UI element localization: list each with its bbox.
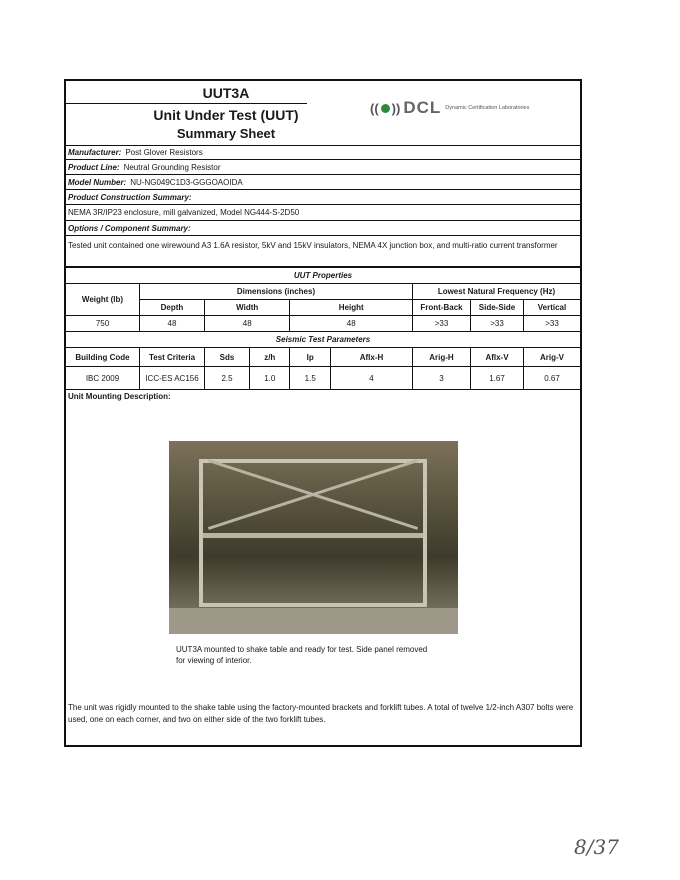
sheet-header — [66, 81, 580, 146]
aflx-h-header: Aflx-H — [330, 348, 412, 367]
logo-subtext: Dynamic Certification Laboratories — [445, 105, 530, 111]
manufacturer-label: Manufacturer: — [68, 148, 122, 157]
construction-label: Product Construction Summary: — [68, 192, 192, 202]
height-header: Height — [290, 300, 413, 316]
vertical-header: Vertical — [524, 300, 581, 316]
ip-header: Ip — [290, 348, 330, 367]
photo-caption: UUT3A mounted to shake table and ready for test. Side panel removed for viewing of interior. — [176, 645, 428, 665]
aflx-h-value: 4 — [330, 367, 412, 390]
sheet-title: Unit Under Test (UUT) — [153, 107, 299, 123]
mounting-label: Unit Mounting Description: — [68, 392, 171, 401]
width-value: 48 — [205, 316, 290, 332]
logo-dot-icon — [381, 104, 390, 113]
side-side-header: Side-Side — [471, 300, 524, 316]
model-number-value: NU-NG049C1D3-GGGOAOIDA — [130, 177, 243, 187]
product-line-label: Product Line: — [68, 162, 120, 172]
sheet-subtitle: Summary Sheet — [176, 126, 276, 141]
arig-v-value: 0.67 — [524, 367, 581, 390]
options-value: Tested unit contained one wirewound A3 1.6A resistor, 5kV and 15kV insulators, NEMA 4X junction box, and multi-ratio current transformer — [68, 241, 558, 250]
building-code-value: IBC 2009 — [66, 367, 140, 390]
height-value: 48 — [290, 316, 413, 332]
construction-value: NEMA 3R/IP23 enclosure, mill galvanized, Model NG444-S-2D50 — [68, 208, 300, 217]
summary-sheet — [64, 79, 582, 747]
unit-id: UUT3A — [202, 85, 250, 101]
model-number-label: Model Number: — [68, 177, 127, 187]
options-label: Options / Component Summary: — [68, 223, 191, 233]
aflx-v-header: Aflx-V — [471, 348, 524, 367]
header-rule — [66, 103, 307, 104]
photo-shake-table — [169, 608, 458, 634]
signal-icon: (( — [370, 100, 379, 116]
sds-value: 2.5 — [205, 367, 250, 390]
weight-header: Weight (lb) — [66, 284, 140, 316]
test-criteria-header: Test Criteria — [140, 348, 205, 367]
manufacturer-value: Post Glover Resistors — [125, 148, 203, 157]
options-label-row — [66, 221, 580, 236]
manufacturer-row — [66, 146, 580, 160]
vertical-value: >33 — [524, 316, 581, 332]
width-header: Width — [205, 300, 290, 316]
arig-h-header: Arig-H — [413, 348, 471, 367]
zh-header: z/h — [250, 348, 290, 367]
construction-label-row — [66, 190, 580, 205]
arig-h-value: 3 — [413, 367, 471, 390]
ip-value: 1.5 — [290, 367, 330, 390]
depth-header: Depth — [140, 300, 205, 316]
depth-value: 48 — [140, 316, 205, 332]
front-back-value: >33 — [413, 316, 471, 332]
signal-icon-right: )) — [391, 100, 401, 116]
arig-v-header: Arig-V — [524, 348, 581, 367]
logo-text: DCL — [403, 98, 442, 117]
mounting-description: The unit was rigidly mounted to the shake table using the factory-mounted brackets and forklift tubes. A total of twelve 1/2-inch A307 bolts were used, one on each corner, and two on either side of the two forklift tubes. — [68, 703, 574, 724]
properties-table — [66, 267, 580, 390]
product-line-value: Neutral Grounding Resistor — [123, 162, 221, 172]
test-unit-photo — [169, 441, 458, 634]
front-back-header: Front-Back — [413, 300, 471, 316]
dimensions-header: Dimensions (inches) — [140, 284, 413, 300]
construction-value-row — [66, 205, 580, 221]
options-value-row — [66, 236, 580, 267]
dcl-logo — [370, 98, 529, 118]
uut-properties-title: UUT Properties — [66, 268, 580, 284]
page-number: 8/37 — [574, 835, 619, 859]
frequency-header: Lowest Natural Frequency (Hz) — [413, 284, 581, 300]
seismic-title: Seismic Test Parameters — [66, 332, 580, 348]
photo-beam — [203, 533, 423, 538]
product-line-row — [66, 160, 580, 175]
side-side-value: >33 — [471, 316, 524, 332]
model-number-row — [66, 175, 580, 190]
aflx-v-value: 1.67 — [471, 367, 524, 390]
zh-value: 1.0 — [250, 367, 290, 390]
building-code-header: Building Code — [66, 348, 140, 367]
weight-value: 750 — [66, 316, 140, 332]
test-criteria-value: ICC-ES AC156 — [140, 367, 205, 390]
sds-header: Sds — [205, 348, 250, 367]
